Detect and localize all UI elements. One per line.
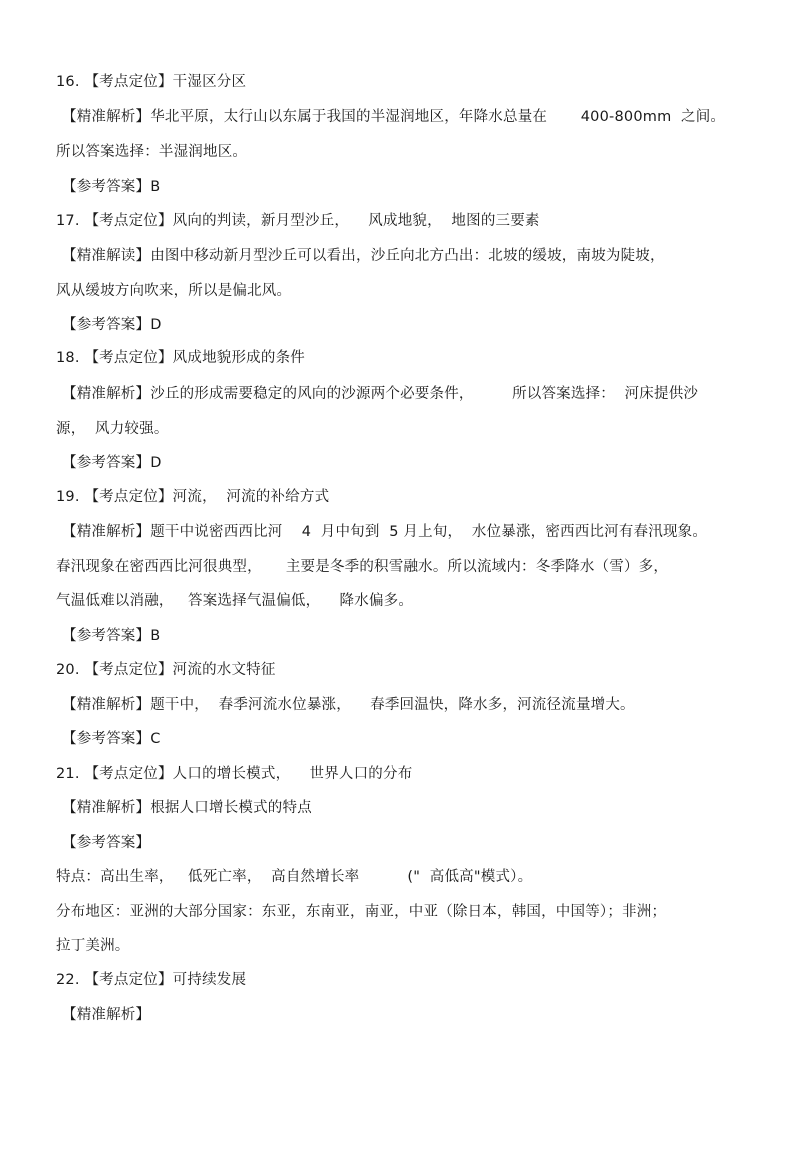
q18-topic: 18. 【考点定位】风成地貌形成的条件 bbox=[56, 350, 305, 366]
q16-analysis: 【精准解析】华北平原，太行山以东属于我国的半湿润地区，年降水总量在 400-800mm 之间。 bbox=[62, 109, 726, 125]
q17-topic: 17. 【考点定位】风向的判读，新月型沙丘， 风成地貌， 地图的三要素 bbox=[56, 213, 540, 229]
q18-analysis: 【精准解析】沙丘的形成需要稳定的风向的沙源两个必要条件， 所以答案选择： 河床提供沙 bbox=[62, 386, 699, 402]
q19-topic: 19. 【考点定位】河流， 河流的补给方式 bbox=[56, 489, 330, 505]
q20-topic: 20. 【考点定位】河流的水文特征 bbox=[56, 662, 276, 678]
q21-answer: 【参考答案】 bbox=[62, 835, 151, 851]
q19-analysis: 【精准解析】题干中说密西西比河 4 月中旬到 5 月上旬， 水位暴涨，密西西比河有春汛现象。 bbox=[62, 524, 708, 540]
q18-analysis-cont: 源， 风力较强。 bbox=[56, 421, 169, 437]
q16-topic: 16. 【考点定位】干湿区分区 bbox=[56, 74, 247, 90]
q22-analysis: 【精准解析】 bbox=[62, 1007, 151, 1023]
q21-distribution: 分布地区：亚洲的大部分国家：东亚，东南亚，南亚，中亚（除日本，韩国，中国等）；非洲； bbox=[56, 904, 667, 920]
q21-feature: 特点：高出生率， 低死亡率， 高自然增长率 (" 高低高"模式）。 bbox=[56, 869, 533, 885]
q22-topic: 22. 【考点定位】可持续发展 bbox=[56, 972, 247, 988]
q21-distribution-cont: 拉丁美洲。 bbox=[56, 938, 130, 954]
q17-answer: 【参考答案】D bbox=[62, 317, 162, 333]
q16-analysis-cont: 所以答案选择：半湿润地区。 bbox=[56, 144, 248, 160]
q19-analysis-cont2: 气温低难以消融， 答案选择气温偏低， 降水偏多。 bbox=[56, 593, 414, 609]
q21-topic: 21. 【考点定位】人口的增长模式， 世界人口的分布 bbox=[56, 766, 413, 782]
q17-analysis: 【精准解读】由图中移动新月型沙丘可以看出，沙丘向北方凸出：北坡的缓坡，南坡为陡坡， bbox=[62, 248, 665, 264]
q20-answer: 【参考答案】C bbox=[62, 731, 161, 747]
q19-answer: 【参考答案】B bbox=[62, 628, 161, 644]
q19-analysis-cont: 春汛现象在密西西比河很典型， 主要是冬季的积雪融水。所以流域内：冬季降水（雪）多， bbox=[56, 559, 669, 575]
q18-answer: 【参考答案】D bbox=[62, 455, 162, 471]
q21-analysis: 【精准解析】根据人口增长模式的特点 bbox=[62, 800, 312, 816]
q17-analysis-cont: 风从缓坡方向吹来，所以是偏北风。 bbox=[56, 283, 292, 299]
q16-answer: 【参考答案】B bbox=[62, 179, 161, 195]
q20-analysis: 【精准解析】题干中， 春季河流水位暴涨， 春季回温快，降水多，河流径流量增大。 bbox=[62, 697, 635, 713]
